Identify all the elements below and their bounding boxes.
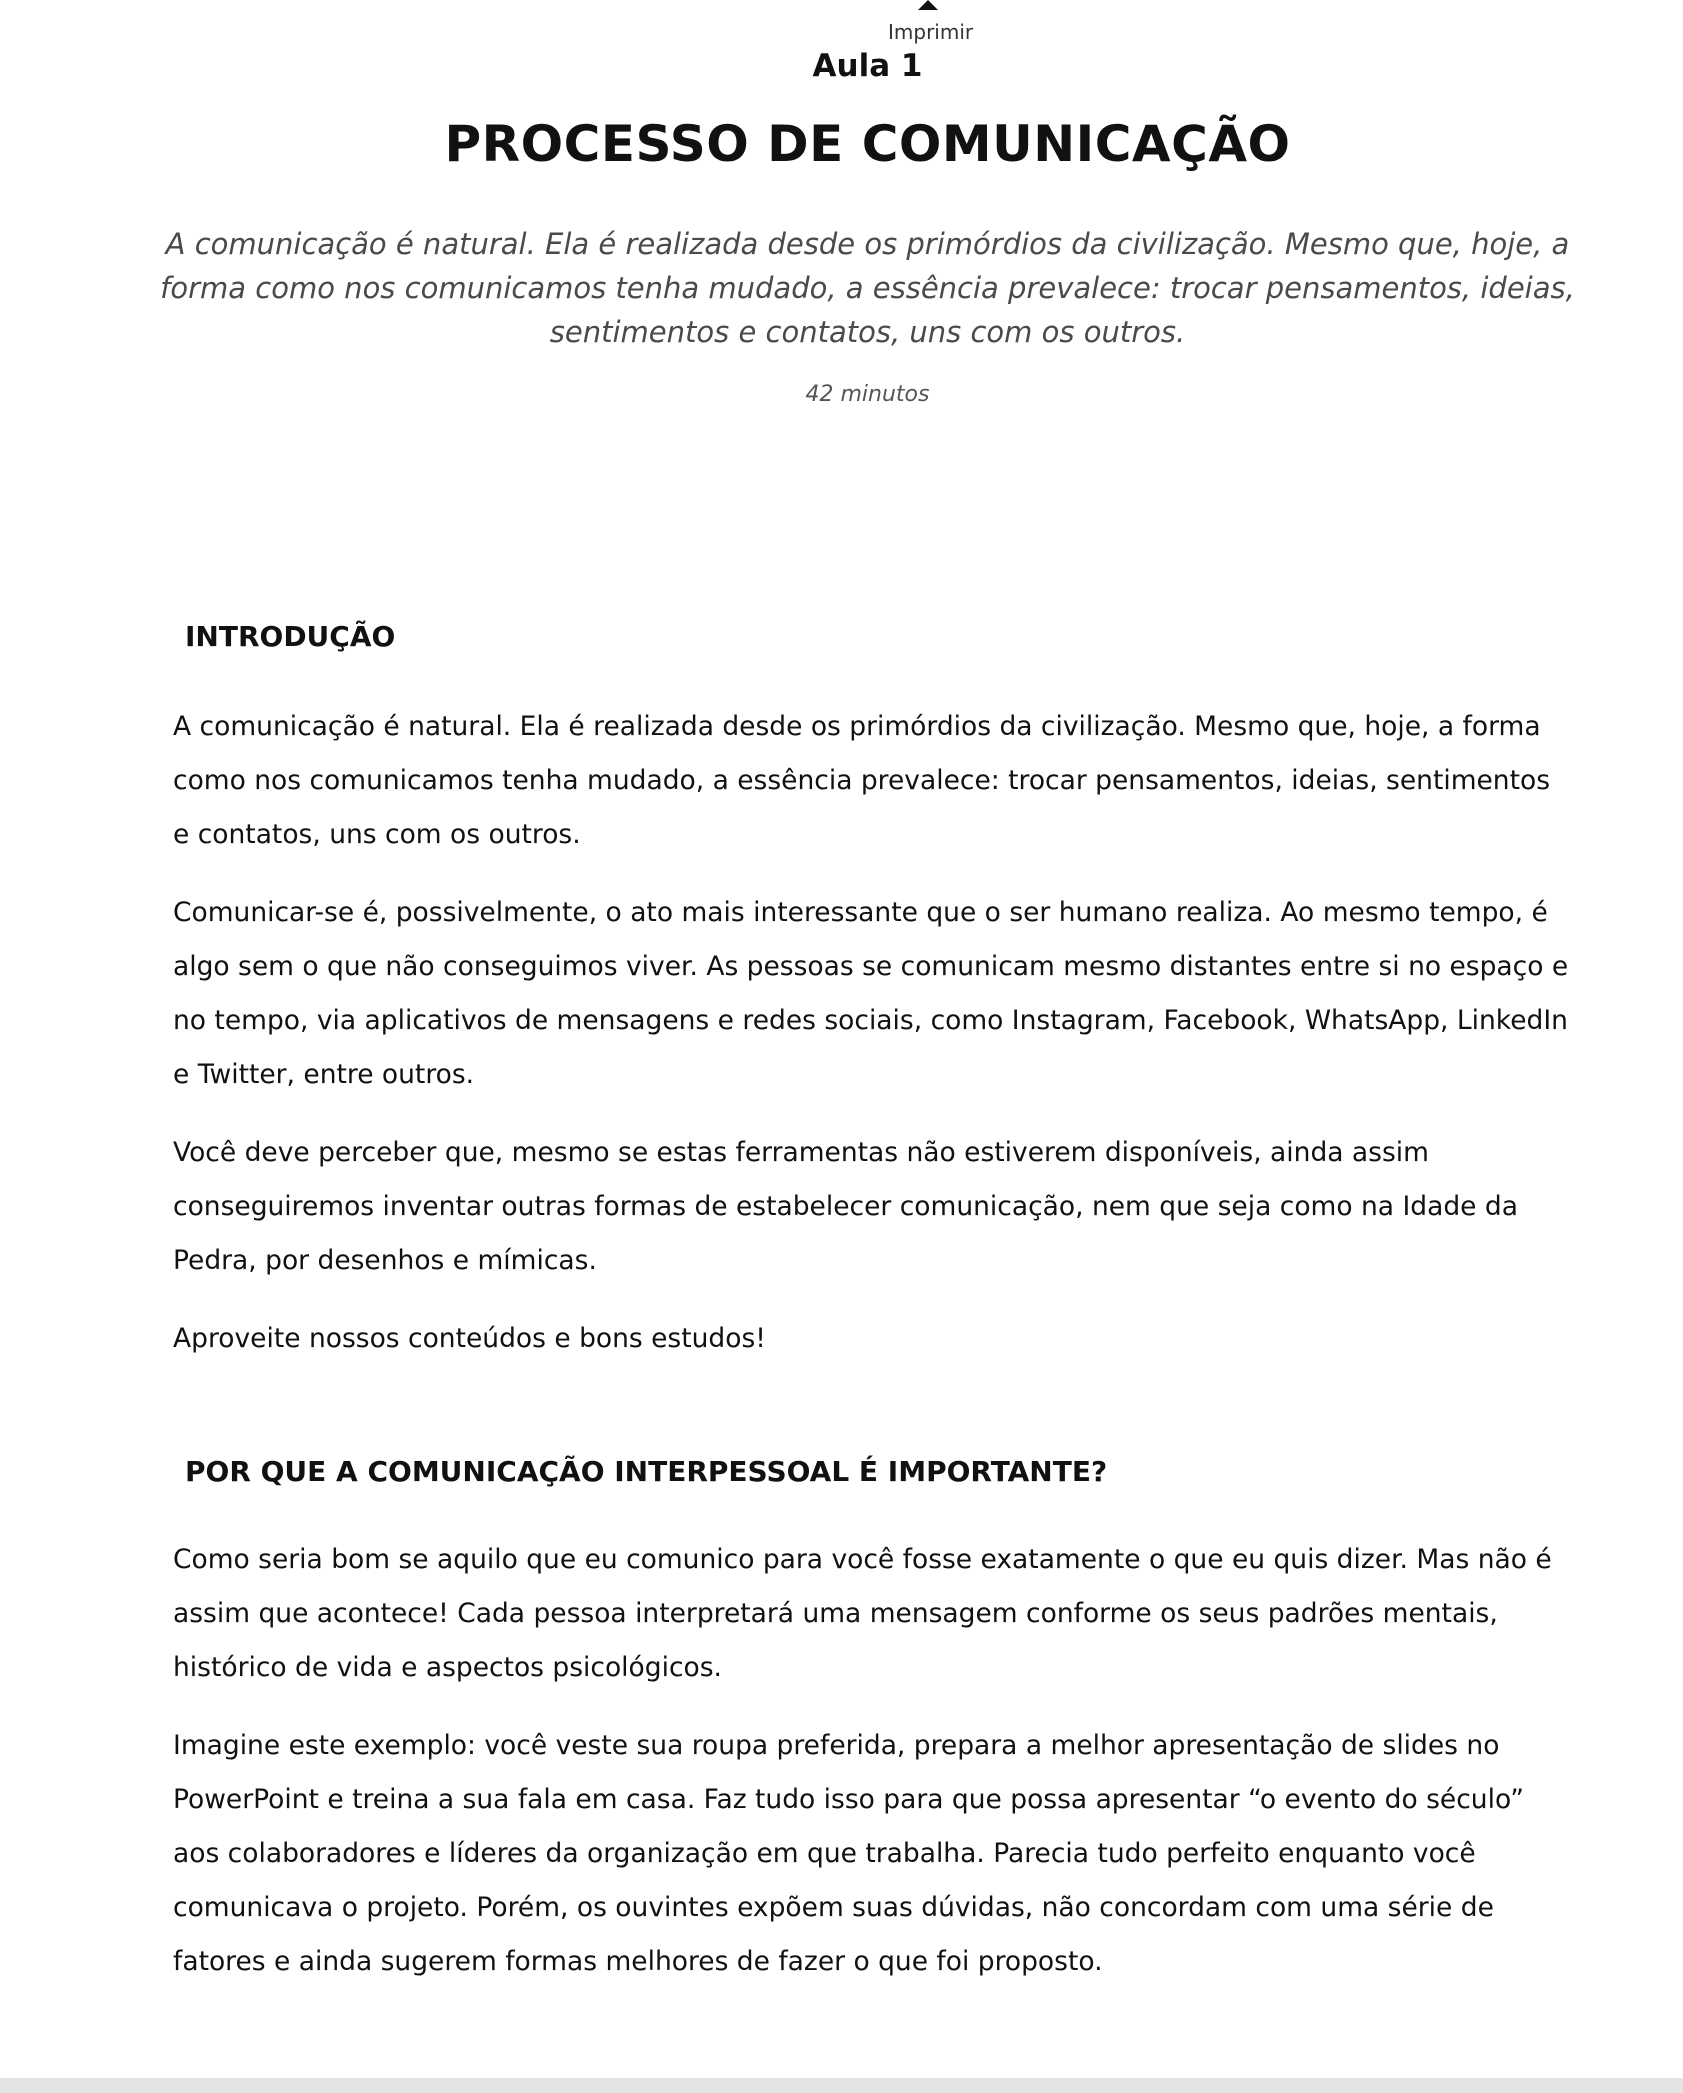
section-heading-importancia: POR QUE A COMUNICAÇÃO INTERPESSOAL É IMPORTANTE?: [185, 1455, 1108, 1488]
print-arrow-icon[interactable]: [918, 0, 938, 10]
page-title: PROCESSO DE COMUNICAÇÃO: [444, 115, 1291, 173]
intro-paragraph-2: Comunicar-se é, possivelmente, o ato mais interessante que o ser humano realiza. Ao mesmo tempo, é algo sem o que não conseguimos viver. As pessoas se comunicam mesmo distantes entre si no espaço e no tempo, via aplicativos de mensagens e redes sociais, como Instagram, Facebook, WhatsApp, LinkedIn e Twitter, entre outros.: [173, 897, 1569, 1090]
lesson-label: Aula 1: [812, 48, 923, 84]
print-label[interactable]: Imprimir: [888, 20, 974, 44]
lesson-subtitle: A comunicação é natural. Ela é realizada desde os primórdios da civilização. Mesmo que, hoje, a forma como nos comunicamos tenha mudado, a essência prevalece: trocar pensamentos, ideias, sentimentos e contatos, uns com os outros.: [160, 227, 1575, 349]
bottom-scroll-bar: [0, 2078, 1683, 2093]
intro-paragraph-1: A comunicação é natural. Ela é realizada desde os primórdios da civilização. Mesmo que, hoje, a forma como nos comunicamos tenha mudado, a essência prevalece: trocar pensamentos, ideias, sentimentos e contatos, uns com os outros.: [173, 711, 1551, 850]
intro-paragraph-4: Aproveite nossos conteúdos e bons estudos!: [173, 1323, 766, 1354]
importance-paragraph-1: Como seria bom se aquilo que eu comunico para você fosse exatamente o que eu quis dizer. Mas não é assim que acontece! Cada pessoa interpretará uma mensagem conforme os seus padrões mentais, histórico de vida e aspectos psicológicos.: [173, 1544, 1552, 1683]
section-heading-introducao: INTRODUÇÃO: [185, 620, 396, 653]
print-button[interactable]: [888, 0, 974, 44]
reading-duration: 42 minutos: [805, 382, 930, 407]
intro-paragraph-3: Você deve perceber que, mesmo se estas ferramentas não estiverem disponíveis, ainda assim conseguiremos inventar outras formas de estabelecer comunicação, nem que seja como na Idade da Pedra, por desenhos e mímicas.: [173, 1137, 1518, 1276]
importance-paragraph-2: Imagine este exemplo: você veste sua roupa preferida, prepara a melhor apresentação de slides no PowerPoint e treina a sua fala em casa. Faz tudo isso para que possa apresentar “o evento do século” aos colaboradores e líderes da organização em que trabalha. Parecia tudo perfeito enquanto você comunicava o projeto. Porém, os ouvintes expõem suas dúvidas, não concordam com uma série de fatores e ainda sugerem formas melhores de fazer o que foi proposto.: [173, 1730, 1524, 1977]
